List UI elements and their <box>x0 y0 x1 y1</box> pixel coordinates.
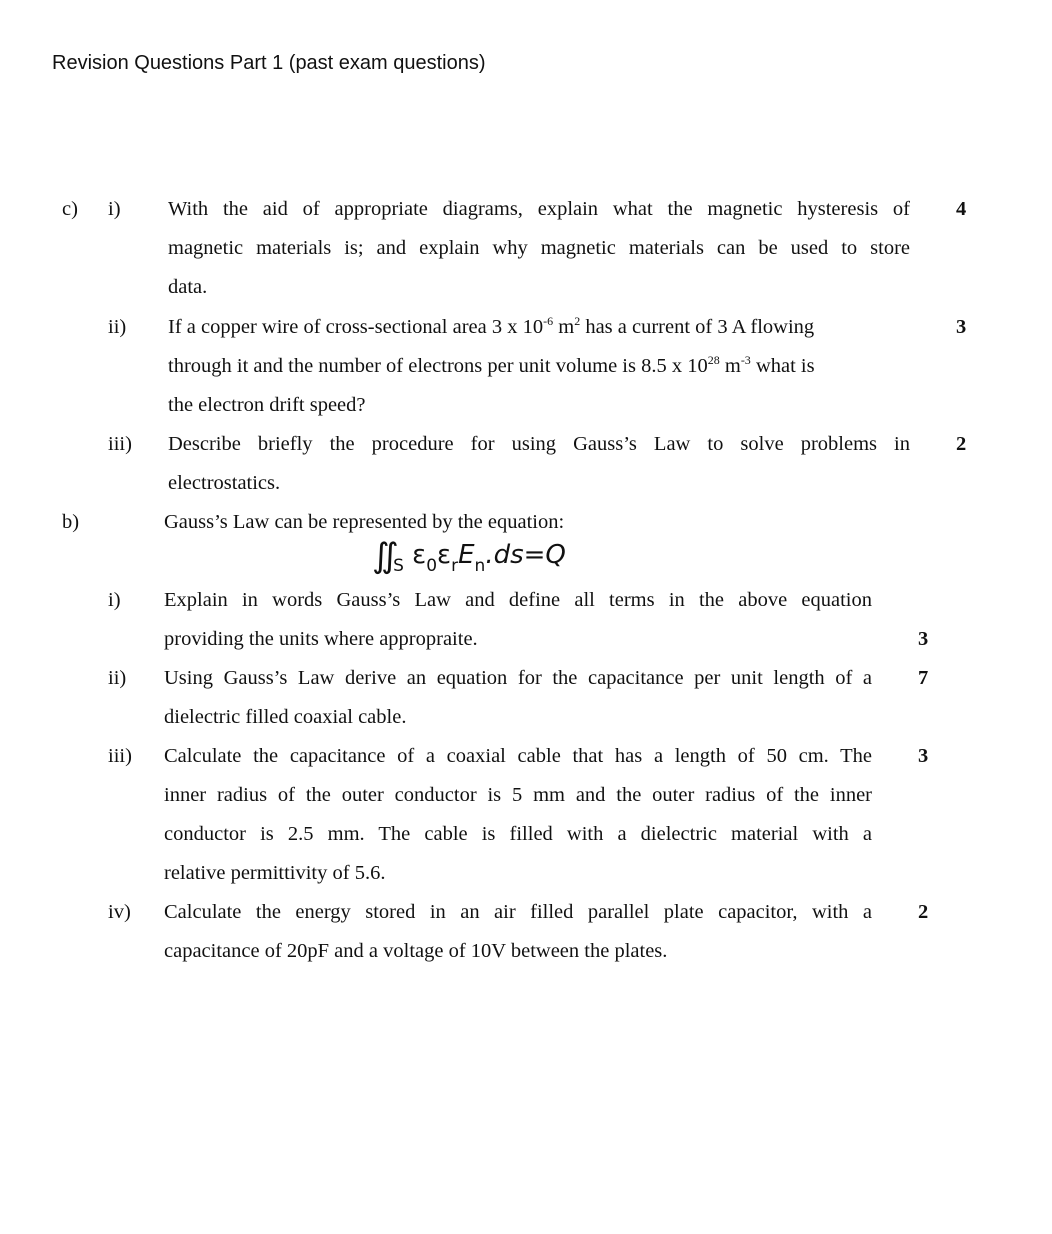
eq-rest: .ds=Q <box>485 540 566 570</box>
question-b-iii-line-2: inner radius of the outer conductor is 5 mm and the outer radius of the inner <box>164 784 872 806</box>
section-c-label: c) <box>62 198 78 220</box>
double-integral-symbol: ∬ <box>372 536 385 576</box>
eq-eps-r: ε <box>437 540 452 570</box>
question-c-ii-line-3: the electron drift speed? <box>168 394 366 416</box>
question-b-i-line-2: providing the units where appropraite. <box>164 628 478 650</box>
section-b-intro: Gauss’s Law can be represented by the equation: <box>164 511 565 533</box>
q-c-ii-l1-b: m <box>553 316 575 338</box>
q-c-ii-l2-exp1: 28 <box>707 353 720 367</box>
q-c-ii-l2-a: through it and the number of electrons per unit volume is 8.5 x 10 <box>168 355 708 377</box>
question-c-ii-label: ii) <box>108 316 127 338</box>
question-c-i-label: i) <box>108 198 121 220</box>
question-c-iii-line-2: electrostatics. <box>168 472 281 494</box>
question-b-iii-label: iii) <box>108 745 132 767</box>
question-c-iii-label: iii) <box>108 433 132 455</box>
question-c-iii-line-1: Describe briefly the procedure for using Gauss’s Law to solve problems in <box>168 433 910 455</box>
question-b-ii-marks: 7 <box>918 667 929 689</box>
eq-sub-s: S <box>393 556 404 576</box>
question-c-i-line-2: magnetic materials is; and explain why magnetic materials can be used to store <box>168 237 910 259</box>
eq-sub-r: r <box>451 556 459 576</box>
question-b-i-line-1: Explain in words Gauss’s Law and define all terms in the above equation <box>164 589 872 611</box>
eq-sub-0: 0 <box>426 556 438 576</box>
q-c-ii-l2-exp2: -3 <box>740 353 751 367</box>
q-c-ii-l1-exp2: 2 <box>574 314 581 328</box>
question-b-ii-label: ii) <box>108 667 127 689</box>
question-b-iv-label: iv) <box>108 901 131 923</box>
question-b-i-label: i) <box>108 589 121 611</box>
question-b-i-marks: 3 <box>918 628 929 650</box>
eq-sub-n: n <box>474 556 486 576</box>
gauss-law-equation <box>372 532 566 576</box>
question-c-ii-line-2 <box>168 355 910 378</box>
q-c-ii-l1-c: has a current of 3 A flowing <box>580 316 815 338</box>
question-c-ii-line-1 <box>168 316 910 339</box>
question-b-iv-marks: 2 <box>918 901 929 923</box>
question-b-ii-line-1: Using Gauss’s Law derive an equation for the capacitance per unit length of a <box>164 667 872 689</box>
question-c-ii-marks: 3 <box>956 316 967 338</box>
q-c-ii-l1-text <box>168 316 814 339</box>
question-b-ii-line-2: dielectric filled coaxial cable. <box>164 706 407 728</box>
q-c-ii-l2-b: m <box>719 355 741 377</box>
q-c-ii-l1-exp1: -6 <box>543 314 554 328</box>
question-b-iii-line-1: Calculate the capacitance of a coaxial cable that has a length of 50 cm. The <box>164 745 872 767</box>
question-b-iv-line-1: Calculate the energy stored in an air filled parallel plate capacitor, with a <box>164 901 872 923</box>
question-b-iii-marks: 3 <box>918 745 929 767</box>
question-b-iii-line-4: relative permittivity of 5.6. <box>164 862 386 884</box>
page-title: Revision Questions Part 1 (past exam questions) <box>52 52 486 74</box>
eq-E: E <box>458 540 475 570</box>
question-c-i-line-3: data. <box>168 276 208 298</box>
question-c-i-line-1: With the aid of appropriate diagrams, explain what the magnetic hysteresis of <box>168 198 910 220</box>
question-c-iii-marks: 2 <box>956 433 967 455</box>
q-c-ii-l1-a: If a copper wire of cross-sectional area 3 x 10 <box>168 316 544 338</box>
q-c-ii-l2-c: what is <box>750 355 815 377</box>
question-b-iv-line-2: capacitance of 20pF and a voltage of 10V between the plates. <box>164 940 668 962</box>
question-b-iii-line-3: conductor is 2.5 mm. The cable is filled with a dielectric material with a <box>164 823 872 845</box>
eq-eps: ε <box>412 540 427 570</box>
section-b-label: b) <box>62 511 80 533</box>
question-c-i-marks: 4 <box>956 198 967 220</box>
